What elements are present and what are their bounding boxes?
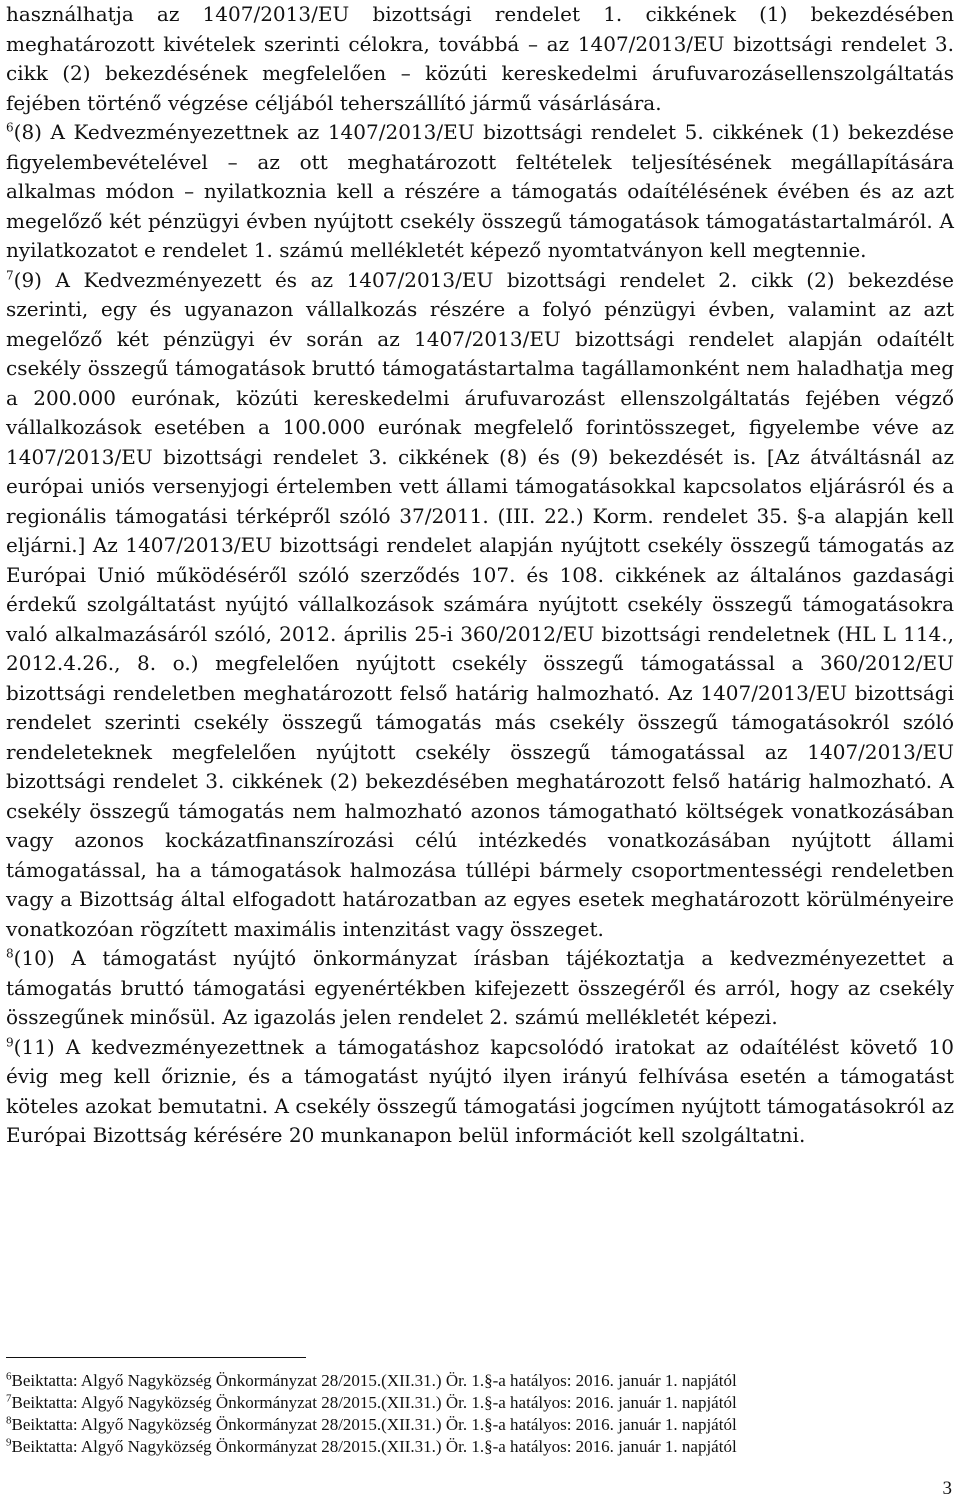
- footnote-reference[interactable]: 8: [6, 946, 14, 961]
- paragraph-10: [6, 944, 954, 1033]
- paragraph-text: (11) A kedvezményezettnek a támogatáshoz kapcsolódó iratokat az odaítélést követő 10 évig meg kell őriznie, és a támogatást nyújtó ilyen irányú felhívása esetén a támogatást köteles azokat bemutatni. A csekély összegű támogatási jogcímen nyújtott támogatásokról az Európai Bizottság kérésére 20 munkanapon belül információt kell szolgáltatni.: [6, 1034, 954, 1147]
- footnote-text: Beiktatta: Algyő Nagyközség Önkormányzat 28/2015.(XII.31.) Ör. 1.§-a hatályos: 2016. január 1. napjától: [11, 1371, 737, 1390]
- paragraph-text: (8) A Kedvezményezettnek az 1407/2013/EU bizottsági rendelet 5. cikkének (1) bekezdése figyelembevételével – az ott meghatározott feltételek teljesítésének megállapítására alkalmas módon – nyilatkoznia kell a részére a támogatás odaítélésének évében és az azt megelőző két pénzügyi évben nyújtott csekély összegű támogatások támogatástartalmáról. A nyilatkozatot e rendelet 1. számú mellékletét képező nyomtatványon kell megtennie.: [6, 120, 954, 262]
- footnote-marker: 8: [6, 1414, 12, 1427]
- paragraph-continued: [6, 0, 954, 118]
- footnote-separator: [6, 1357, 306, 1358]
- body-text: [6, 0, 954, 1151]
- footnote-text: Beiktatta: Algyő Nagyközség Önkormányzat 28/2015.(XII.31.) Ör. 1.§-a hatályos: 2016. január 1. napjától: [11, 1415, 737, 1434]
- paragraph-text: használhatja az 1407/2013/EU bizottsági rendelet 1. cikkének (1) bekezdésében meghatározott kivételek szerinti célokra, továbbá – az 1407/2013/EU bizottsági rendelet 3. cikk (2) bekezdésének megfelelően – közúti kereskedelmi árufuvarozásellenszolgáltatás fejében történő végzése céljából teherszállító jármű vásárlására.: [6, 2, 954, 115]
- footnote-item: [6, 1436, 946, 1458]
- paragraph-8: [6, 118, 954, 266]
- footnote-reference[interactable]: 9: [6, 1034, 14, 1049]
- footnote-item: [6, 1370, 946, 1392]
- footnote-reference[interactable]: 7: [6, 267, 14, 282]
- footnote-item: [6, 1414, 946, 1436]
- page-number: 3: [942, 1478, 952, 1499]
- footnote-text: Beiktatta: Algyő Nagyközség Önkormányzat 28/2015.(XII.31.) Ör. 1.§-a hatályos: 2016. január 1. napjától: [11, 1437, 737, 1456]
- footnote-marker: 6: [6, 1370, 12, 1383]
- footnote-marker: 9: [6, 1436, 12, 1449]
- footnote-item: [6, 1392, 946, 1414]
- footnote-reference[interactable]: 6: [6, 120, 14, 135]
- footnote-marker: 7: [6, 1392, 12, 1405]
- footnote-text: Beiktatta: Algyő Nagyközség Önkormányzat 28/2015.(XII.31.) Ör. 1.§-a hatályos: 2016. január 1. napjától: [11, 1393, 737, 1412]
- paragraph-11: [6, 1033, 954, 1151]
- paragraph-text: (9) A Kedvezményezett és az 1407/2013/EU bizottsági rendelet 2. cikk (2) bekezdése szerinti, egy és ugyanazon vállalkozás részére a folyó pénzügyi évben, valamint az azt megelőző két pénzügyi év során az 1407/2013/EU bizottsági rendelet alapján odaítélt csekély összegű támogatások bruttó támogatástartalma tagállamonként nem haladhatja meg a 200.000 eurónak, közúti kereskedelmi árufuvarozást ellenszolgáltatás fejében végző vállalkozások esetében a 100.000 eurónak megfelelő forintösszeget, figyelembe véve az 1407/2013/EU bizottsági rendelet 3. cikkének (8) és (9) bekezdését is. [Az átváltásnál az európai uniós versenyjogi értelemben vett állami támogatásokkal kapcsolatos eljárásról és a regionális támogatási térképről szóló 37/2011. (III. 22.) Korm. rendelet 35. §-a alapján kell eljárni.] Az 1407/2013/EU bizottsági rendelet alapján nyújtott csekély összegű támogatás az Európai Unió működéséről szóló szerződés 107. és 108. cikkének az általános gazdasági érdekű szolgáltatást nyújtó vállalkozások számára nyújtott csekély összegű támogatásokra való alkalmazásáról szóló, 2012. április 25-i 360/2012/EU bizottsági rendeletnek (HL L 114., 2012.4.26., 8. o.) megfelelően nyújtott csekély összegű támogatással a 360/2012/EU bizottsági rendeletben meghatározott felső határig halmozható. Az 1407/2013/EU bizottsági rendelet szerinti csekély összegű támogatás más csekély összegű támogatásokról szóló rendeleteknek megfelelően nyújtott csekély összegű támogatással az 1407/2013/EU bizottsági rendelet 3. cikkének (2) bekezdésében meghatározott felső határig halmozható. A csekély összegű támogatás nem halmozható azonos támogatható költségek vonatkozásában vagy azonos kockázatfinanszírozási célú intézkedés vonatkozásában nyújtott állami támogatással, ha a támogatások halmozása túllépi bármely csoportmentességi rendeletben vagy a Bizottság által elfogadott határozatban az egyes esetek meghatározott körülményeire vonatkozóan rögzített maximális intenzitást vagy összeget.: [6, 267, 954, 941]
- paragraph-9: [6, 266, 954, 945]
- footnotes: [6, 1370, 946, 1458]
- paragraph-text: (10) A támogatást nyújtó önkormányzat írásban tájékoztatja a kedvezményezettet a támogatás bruttó támogatási egyenértékben kifejezett összegéről és arról, hogy az csekély összegűnek minősül. Az igazolás jelen rendelet 2. számú mellékletét képezi.: [6, 946, 954, 1029]
